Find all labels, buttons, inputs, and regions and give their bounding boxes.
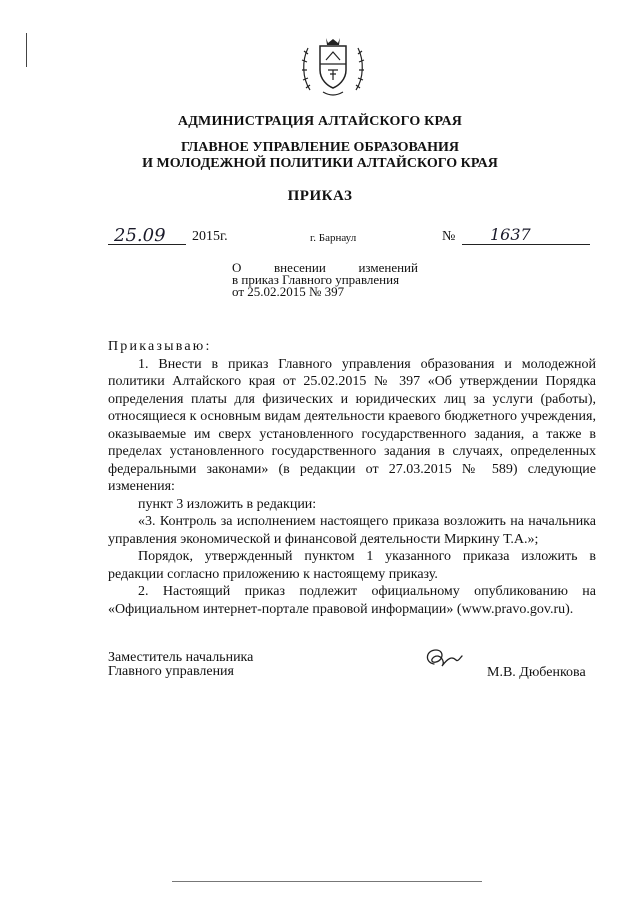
subject-line3: от 25.02.2015 № 397 xyxy=(232,284,345,299)
subject-block xyxy=(232,262,418,298)
document-type: ПРИКАЗ xyxy=(287,188,353,204)
subject-word: изменений xyxy=(358,260,418,275)
order-word: Приказываю: xyxy=(108,339,212,354)
paragraph-3: «3. Контроль за исполнением настоящего приказа возложить на начальника управления экономической и финансовой деятельности Миркину Т.А.»; xyxy=(108,514,596,547)
subject-line2: в приказ Главного управления xyxy=(232,272,400,287)
order-body xyxy=(108,338,596,618)
subject-word: О xyxy=(232,260,242,275)
handwritten-number: 1637 xyxy=(490,225,531,244)
number-sign: № xyxy=(442,229,456,244)
organization-name: АДМИНИСТРАЦИЯ АЛТАЙСКОГО КРАЯ xyxy=(177,114,463,129)
subject-word: внесении xyxy=(274,260,326,275)
signatory-title-line1: Заместитель начальника xyxy=(108,650,254,665)
signatory-name: М.В. Дюбенкова xyxy=(487,665,586,680)
handwritten-signature xyxy=(420,644,464,674)
signatory-title xyxy=(108,651,253,679)
handwritten-date: 25.09 xyxy=(114,225,166,246)
margin-mark xyxy=(26,33,27,67)
paragraph-4: Порядок, утвержденный пунктом 1 указанного приказа изложить в редакции согласно приложению к настоящему приказу. xyxy=(108,549,596,582)
date-year: 2015г. xyxy=(192,229,228,244)
paragraph-2: пункт 3 изложить в редакции: xyxy=(138,496,317,512)
city: г. Барнаул xyxy=(310,232,357,244)
department-name-line1: ГЛАВНОЕ УПРАВЛЕНИЕ ОБРАЗОВАНИЯ xyxy=(181,140,459,155)
department-name-line2: И МОЛОДЕЖНОЙ ПОЛИТИКИ АЛТАЙСКОГО КРАЯ xyxy=(142,156,498,171)
paragraph-1: 1. Внести в приказ Главного управления образования и молодежной политики Алтайского края от 25.02.2015 № 397 «Об утверждении Порядка определения платы для физических и юридических лиц за услуги (работы), относящиеся к основным видам деятельности краевого бюджетного учреждения, оказываемые им сверх установленного государственного задания, а также в пределах установленного государственного задания в случаях, определенных федеральными законами» (в редакции от 27.03.2015 № 589) следующие изменения: xyxy=(108,356,596,494)
footer-rule xyxy=(172,881,482,882)
paragraph-5: 2. Настоящий приказ подлежит официальному опубликованию на «Официальном интернет-портале правовой информации» (www.pravo.gov.ru). xyxy=(108,584,596,617)
signatory-title-line2: Главного управления xyxy=(108,664,234,679)
coat-of-arms-emblem xyxy=(298,30,368,100)
number-underline xyxy=(462,244,590,245)
